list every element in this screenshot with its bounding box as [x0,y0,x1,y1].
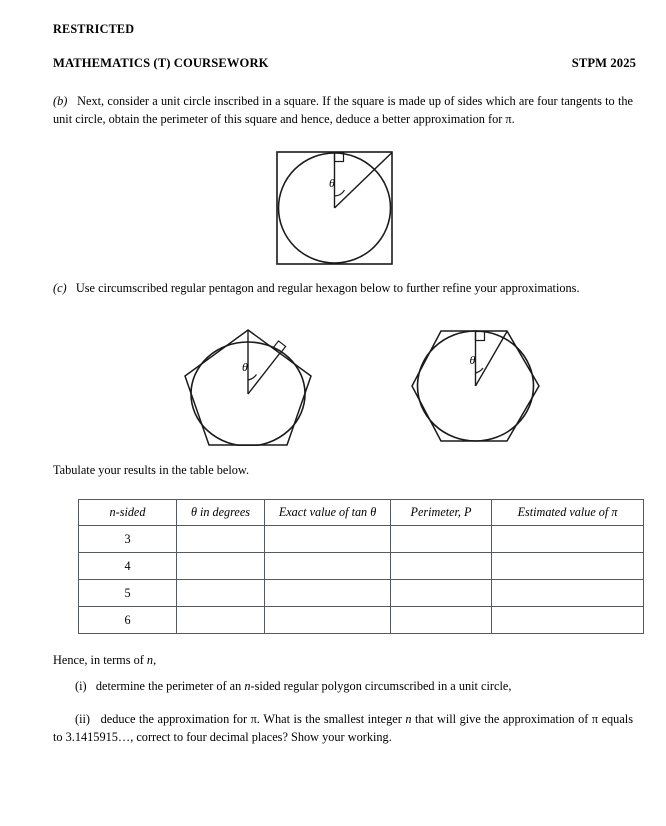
item-ii-text: deduce the approximation for π. What is the smallest integer n that will give the approximation of π equals to 3.1415915…, correct to four decimal places? Show your working. [53,712,633,744]
column-header-tan-theta: Exact value of tan θ [265,500,391,526]
table-row [79,580,644,607]
item-i [53,678,633,696]
angle-arc [248,375,257,381]
part-b-text: Next, consider a unit circle inscribed in a square. If the square is made up of sides which are four tangents to the unit circle, obtain the perimeter of this square and hence, deduce a better approximation for π. [53,94,633,126]
paragraph-part-b [53,93,633,128]
cell-perimeter[interactable] [391,607,492,634]
square-diagram-svg [275,150,395,266]
table-row [79,553,644,580]
table-row [79,526,644,553]
results-table-wrapper [78,499,638,634]
figure-hexagon-circumscribed [410,328,542,444]
exam-code: STPM 2025 [571,56,636,70]
theta-label: θ [469,353,476,367]
right-angle-marker [476,332,485,341]
part-c-label: (c) [53,281,67,295]
column-header-perimeter: Perimeter, P [391,500,492,526]
theta-label: θ [242,360,248,374]
cell-n-sided: 6 [79,607,177,634]
column-header-estimated-pi: Estimated value of π [492,500,644,526]
cell-tan-theta[interactable] [265,607,391,634]
hence-line [53,652,633,670]
tabulate-instruction: Tabulate your results in the table below. [53,463,250,477]
cell-tan-theta[interactable] [265,526,391,553]
cell-tan-theta[interactable] [265,580,391,607]
angle-arc [476,368,484,373]
cell-estimated-pi[interactable] [492,580,644,607]
results-table [78,499,644,634]
cell-n-sided: 4 [79,553,177,580]
table-header-row [79,500,644,526]
figure-pentagon-circumscribed [183,326,315,446]
restricted-marking: RESTRICTED [53,22,135,36]
cell-theta[interactable] [177,553,265,580]
figure-square-inscribed-circle [275,150,395,266]
line-to-vertex [476,332,508,387]
table-row [79,607,644,634]
part-b-label: (b) [53,94,68,108]
pentagon-diagram-svg [183,326,315,446]
cell-theta[interactable] [177,607,265,634]
cell-theta[interactable] [177,580,265,607]
theta-label: θ [329,176,335,190]
cell-n-sided: 5 [79,580,177,607]
item-i-label: (i) [75,679,87,693]
angle-arc [335,190,345,196]
page-title: MATHEMATICS (T) COURSEWORK [53,56,269,70]
apothem-line [248,353,280,394]
cell-n-sided: 3 [79,526,177,553]
cell-estimated-pi[interactable] [492,553,644,580]
hence-text: Hence, in terms of n, [53,653,157,667]
cell-estimated-pi[interactable] [492,526,644,553]
paragraph-part-c [53,280,633,298]
cell-perimeter[interactable] [391,580,492,607]
column-header-n-sided: n-sided [79,500,177,526]
column-header-theta: θ in degrees [177,500,265,526]
item-i-text: determine the perimeter of an n-sided regular polygon circumscribed in a unit circle, [95,679,512,693]
cell-perimeter[interactable] [391,526,492,553]
hexagon-diagram-svg [410,328,542,444]
item-ii [53,711,633,746]
cell-theta[interactable] [177,526,265,553]
part-c-text: Use circumscribed regular pentagon and regular hexagon below to further refine your approximations. [75,281,580,295]
cell-tan-theta[interactable] [265,553,391,580]
item-ii-label: (ii) [75,712,91,726]
cell-perimeter[interactable] [391,553,492,580]
cell-estimated-pi[interactable] [492,607,644,634]
